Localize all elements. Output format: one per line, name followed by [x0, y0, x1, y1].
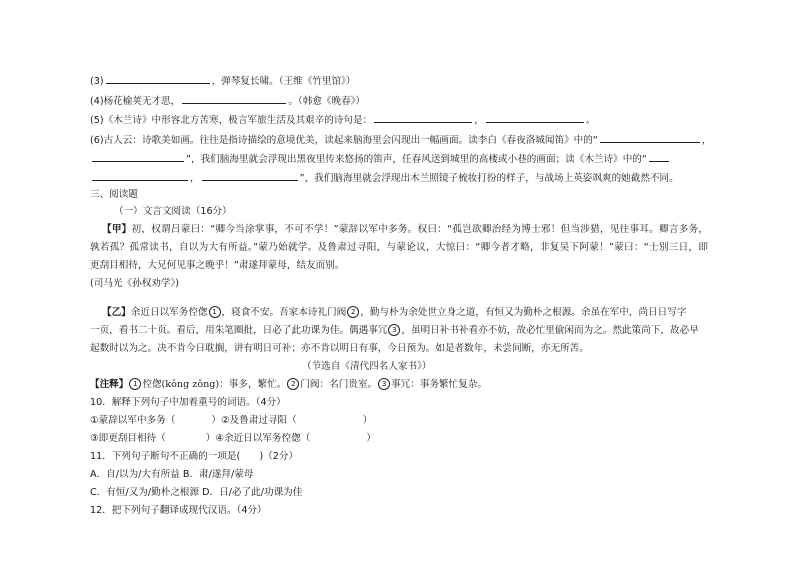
question-10-row-1 [90, 414, 372, 427]
yi-paragraph-line-2 [90, 324, 699, 337]
question-5-end: 。 [585, 115, 596, 126]
question-11-option-ab[interactable]: A．自/以为/大有所益 B．肃/遂拜/蒙母 [90, 469, 254, 480]
question-4-text-a: (4)杨花榆荚无才思， [90, 96, 181, 107]
question-10-d-end: ） [366, 433, 376, 444]
answer-blank[interactable] [486, 112, 584, 123]
question-6-text-1: (6)古人云：诗歌美如画。往往是指诗描绘的意境优美，读起来脑海里会闪现出一幅画面。读李白《春夜洛城闻笛》中的“ [90, 135, 598, 146]
question-11-stem: 11．下列句子断句不正确的一项是( )（2分） [90, 451, 299, 462]
question-5-text: (5)《木兰诗》中形容北方苦寒，极言军旅生活及其艰辛的诗句是： [90, 115, 373, 126]
footnote-marker-3: 3 [388, 324, 400, 336]
jia-paragraph-line-3: 更刮目相待，大兄何见事之晚乎！”肃遂拜蒙母，结友而别。 [90, 260, 345, 271]
notes [90, 378, 487, 391]
note-marker-1: 1 [129, 378, 141, 390]
jia-tag: 【甲】 [102, 224, 132, 235]
note-1: 倥偬(kǒng zǒng)：事多，繁忙。 [142, 379, 287, 390]
footnote-marker-1: 1 [209, 306, 221, 318]
yi-text-2a: 一页，看书二十页。看后，用朱笔圈批，日必了此功课为佳。偶遇事冗 [90, 325, 388, 336]
question-10-d: ）④余近日以军务倥偬（ [205, 433, 311, 444]
notes-tag: 【注释】 [90, 379, 129, 390]
note-marker-2: 2 [287, 378, 299, 390]
answer-blank[interactable] [92, 151, 184, 162]
question-10-b-end: ） [362, 415, 373, 426]
jia-source: (司马光《孙权劝学》) [90, 278, 180, 289]
section-subtitle: （一）文言文阅读（16分） [114, 206, 232, 217]
question-3 [90, 73, 356, 88]
answer-blank[interactable] [374, 112, 472, 123]
note-2: 门阀：名门贵室。 [300, 379, 378, 390]
question-6-line-3 [90, 170, 679, 185]
question-4 [90, 93, 365, 108]
question-6-sep: ， [701, 135, 712, 146]
question-6-text-3: ”，我们脑海里就会浮现出木兰照镜子梳妆打扮的样子，与战场上英姿飒爽的她截然不同。 [299, 173, 679, 184]
question-10-row-2 [90, 432, 376, 445]
question-6-line-1 [90, 132, 712, 147]
question-4-text-b: 。（韩愈《晚春》） [288, 96, 366, 107]
answer-blank[interactable] [202, 170, 298, 181]
question-10-b: ）②及鲁肃过寻阳（ [211, 415, 297, 426]
footnote-marker-2: 2 [347, 306, 359, 318]
question-3-text: ，弹琴复长啸。（王维《竹里馆》） [211, 76, 356, 87]
question-6-sep: ， [190, 173, 200, 184]
jia-paragraph-line-2: 孰若孤？孤常读书，自以为大有所益。”蒙乃始就学。及鲁肃过寻阳，与蒙论议，大惊曰：“卿今者才略，非复吴下阿蒙！”蒙曰：“士别三日，即 [90, 242, 708, 253]
question-3-number: (3) [90, 76, 104, 87]
question-10-stem: 10．解释下列句子中加着重号的词语。（4分） [90, 397, 286, 408]
note-3: 事冗：事务繁忙复杂。 [391, 379, 488, 390]
yi-paragraph-line-3: 起数时以为之。决不肯今日耽搁，讲有明日可补；亦不肯以明日有事，今日预为。如是者数年，未尝间断，亦无所苦。 [90, 343, 589, 354]
yi-text-1c: ，勤与朴为余处世立身之道，有恒又为勤朴之根源。余虽在军中，尚日日写字 [360, 307, 687, 318]
answer-blank[interactable] [182, 93, 286, 104]
question-6-line-2 [90, 151, 671, 166]
question-10-a: ①蒙辞以军中多务（ [90, 415, 176, 426]
yi-text-2b: ，虽明日补书补看亦不妨，故必忙里偷闲而为之。然此策尚下，故必早 [401, 325, 699, 336]
answer-blank[interactable] [600, 132, 700, 143]
section-title: 三、阅读题 [90, 189, 138, 200]
question-12-stem: 12．把下列句子翻译成现代汉语。（4分） [90, 505, 267, 516]
question-5 [90, 112, 595, 127]
question-11-option-cd[interactable]: C．有恒/又为/勤朴之根源 D．日/必了此/功课为佳 [90, 487, 303, 498]
answer-blank[interactable] [649, 151, 669, 162]
jia-text-1: 初，权谓吕蒙曰：“卿今当涂掌事，不可不学！”蒙辞以军中多务。权曰：“孤岂欲卿治经为博士邪！但当涉猎，见往事耳。卿言多务， [131, 224, 708, 235]
question-6-text-2: ”，我们脑海里就会浮现出黑夜里传来悠扬的笛声，任春风送到城里的高楼或小巷的画面；读《木兰诗》中的“ [186, 154, 647, 165]
yi-text-1b: ，寝食不安。吾家本诗礼门阀 [221, 307, 347, 318]
question-5-sep: ， [474, 115, 484, 126]
answer-blank[interactable] [106, 73, 210, 84]
yi-paragraph-line-1 [102, 306, 686, 319]
yi-tag: 【乙】 [102, 307, 131, 318]
question-10-c: ③即更刮目相待（ [90, 433, 166, 444]
note-marker-3: 3 [378, 378, 390, 390]
jia-paragraph-line-1 [102, 223, 708, 236]
yi-text-1a: 余近日以军务倥偬 [130, 307, 208, 318]
answer-blank[interactable] [92, 170, 188, 181]
yi-source: （节选自《清代四名人家书》） [302, 361, 432, 372]
